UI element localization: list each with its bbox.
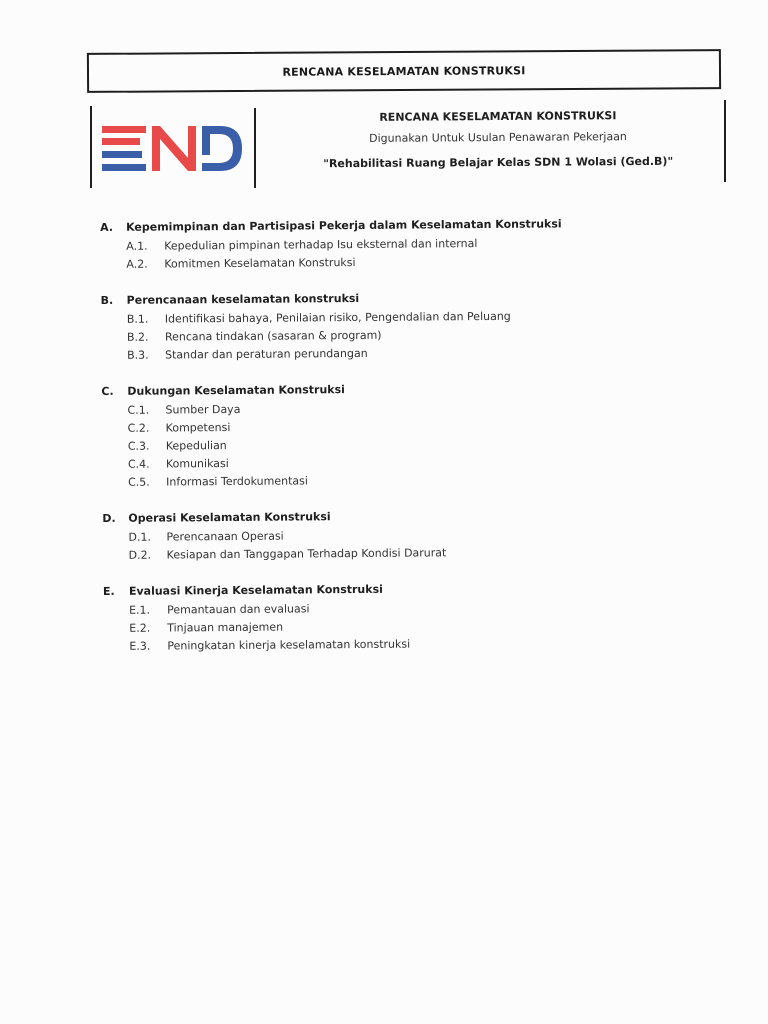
- item-number: D.2.: [128, 548, 152, 562]
- item-text: Standar dan peraturan perundangan: [165, 346, 368, 361]
- logo-letter-n: [152, 126, 196, 171]
- item-text: Komunikasi: [165, 456, 229, 470]
- divider-right: [724, 100, 726, 182]
- logo-bar-red-2: [102, 138, 140, 145]
- list-item: [102, 468, 702, 491]
- section-c: [101, 377, 702, 491]
- item-number: D.1.: [128, 530, 152, 544]
- item-text: Rencana tindakan (sasaran & program): [164, 328, 382, 343]
- item-number: C.3.: [127, 439, 150, 453]
- logo-bar-red-1: [102, 126, 146, 133]
- section-d: [102, 504, 702, 564]
- item-text: Sumber Daya: [165, 402, 241, 416]
- content-outline: [100, 213, 704, 673]
- item-number: B.2.: [126, 330, 149, 344]
- section-letter: D.: [102, 511, 116, 525]
- title-box-label: RENCANA KESELAMATAN KONSTRUKSI: [282, 63, 526, 79]
- list-item: [103, 632, 703, 655]
- item-text: Kepedulian pimpinan terhadap Isu eksternal dan internal: [164, 236, 478, 252]
- logo-letter-d: [202, 126, 242, 171]
- section-letter: E.: [102, 584, 115, 598]
- item-number: C.4.: [127, 457, 150, 471]
- header-subtitle: Digunakan Untuk Usulan Penawaran Pekerjaan: [369, 130, 627, 145]
- section-letter: A.: [100, 220, 114, 234]
- section-title: Perencanaan keselamatan konstruksi: [126, 291, 360, 307]
- item-text: Tinjauan manajemen: [167, 620, 284, 634]
- item-number: E.2.: [129, 621, 151, 635]
- header-title: RENCANA KESELAMATAN KONSTRUKSI: [379, 109, 617, 124]
- section-e: [103, 577, 704, 655]
- item-number: C.2.: [127, 421, 150, 435]
- section-letter: C.: [101, 384, 114, 398]
- item-number: E.1.: [129, 603, 151, 617]
- list-item: [100, 250, 700, 273]
- section-title: Operasi Keselamatan Konstruksi: [128, 510, 331, 525]
- section-letter: B.: [100, 293, 114, 307]
- item-text: Perencanaan Operasi: [166, 529, 284, 543]
- divider-middle: [254, 108, 256, 188]
- header-project: "Rehabilitasi Ruang Belajar Kelas SDN 1 Wolasi (Ged.B)": [323, 154, 674, 171]
- item-text: Peningkatan kinerja keselamatan konstruksi: [167, 637, 411, 652]
- end-logo-icon: [102, 124, 244, 180]
- list-item: [101, 341, 701, 364]
- section-title: Evaluasi Kinerja Keselamatan Konstruksi: [128, 582, 383, 598]
- section-b: [101, 286, 702, 364]
- logo-bar-blue-2: [102, 164, 146, 171]
- item-text: Kompetensi: [165, 420, 231, 434]
- item-text: Identifikasi bahaya, Penilaian risiko, Pengendalian dan Peluang: [164, 309, 511, 325]
- item-text: Pemantauan dan evaluasi: [167, 601, 310, 616]
- item-text: Komitmen Keselamatan Konstruksi: [164, 255, 356, 270]
- divider-left: [90, 106, 92, 188]
- title-box: [87, 49, 721, 93]
- section-a: [100, 213, 700, 273]
- item-number: B.3.: [127, 348, 149, 362]
- item-number: A.2.: [126, 257, 148, 271]
- section-title: Kepemimpinan dan Partisipasi Pekerja dalam Keselamatan Konstruksi: [126, 217, 562, 234]
- logo-bar-blue-1: [102, 151, 142, 158]
- item-number: A.1.: [126, 239, 148, 253]
- item-text: Informasi Terdokumentasi: [166, 473, 308, 488]
- item-text: Kepedulian: [165, 438, 227, 452]
- item-text: Kesiapan dan Tanggapan Terhadap Kondisi Darurat: [166, 545, 447, 561]
- section-title: Dukungan Keselamatan Konstruksi: [127, 383, 345, 398]
- header-block: [88, 100, 728, 190]
- header-text: [288, 103, 708, 171]
- item-number: C.5.: [128, 475, 150, 489]
- item-number: E.3.: [129, 639, 151, 653]
- item-number: B.1.: [126, 312, 149, 326]
- list-item: [103, 541, 703, 564]
- item-number: C.1.: [127, 403, 150, 417]
